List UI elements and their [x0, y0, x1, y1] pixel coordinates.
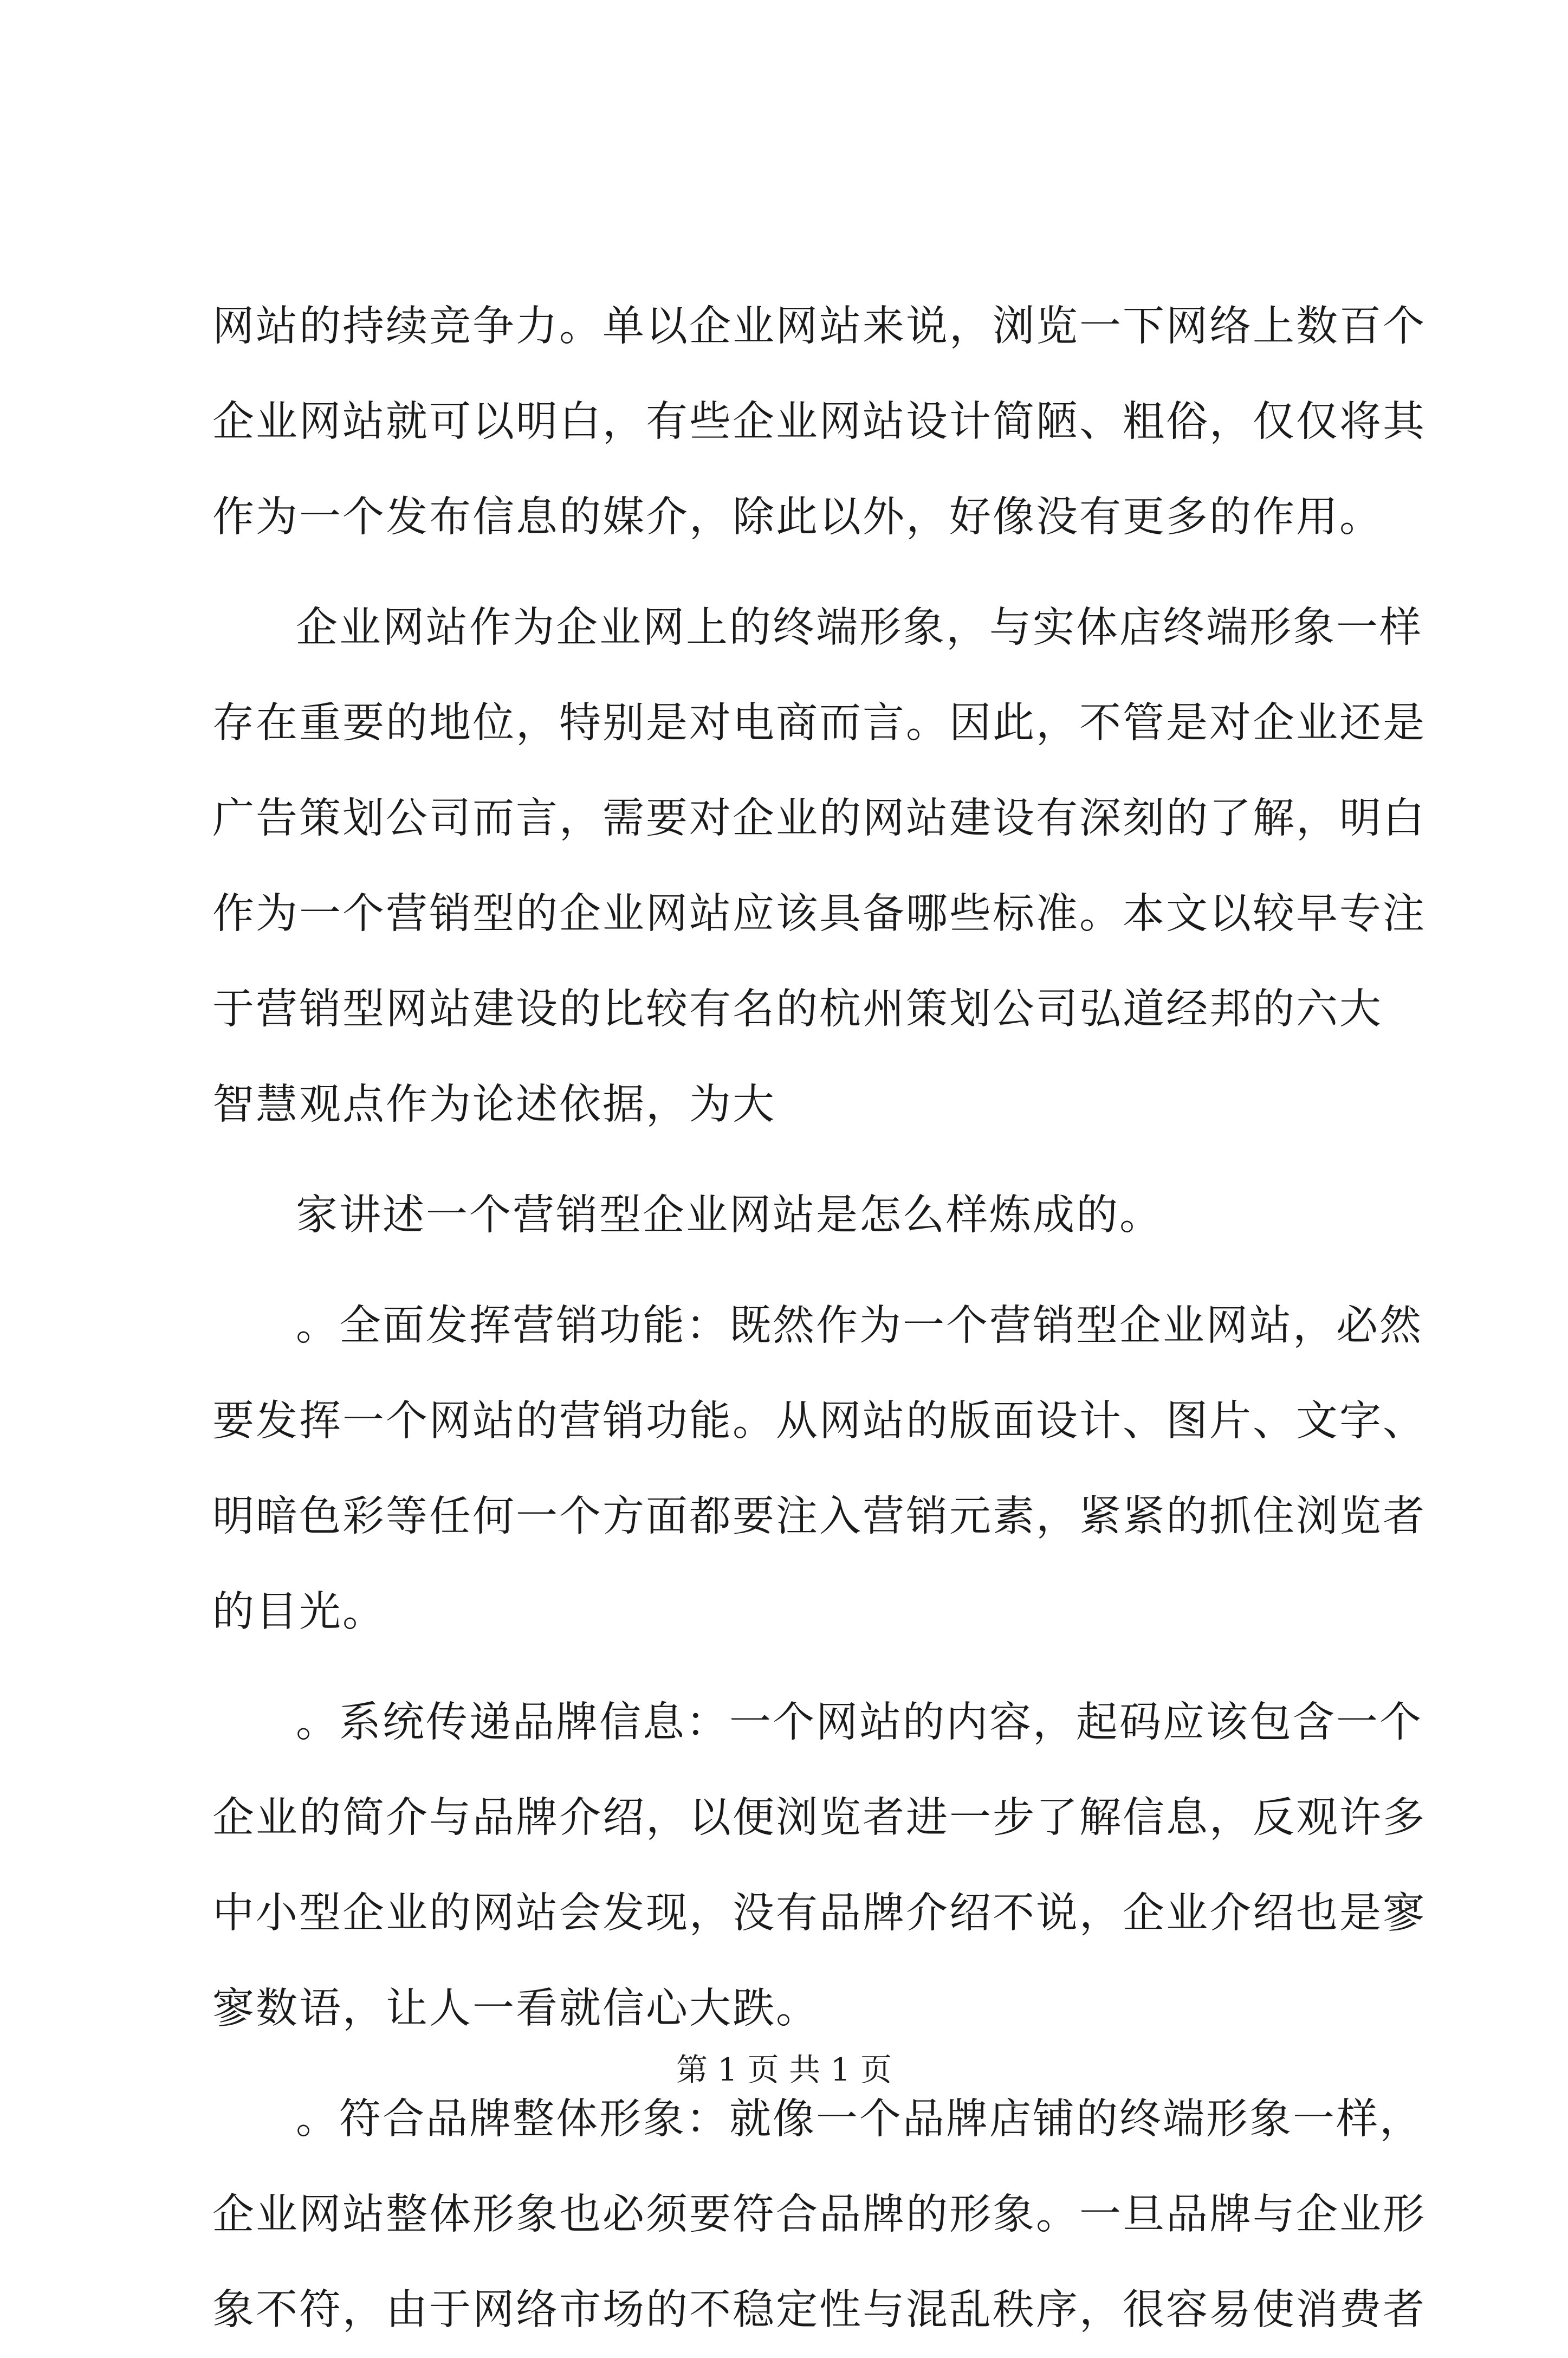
text-line: 。符合品牌整体形象：就像一个品牌店铺的终端形象一样，	[296, 2095, 1423, 2143]
text-line: 。全面发挥营销功能：既然作为一个营销型企业网站，必然	[296, 1302, 1423, 1350]
text-line: 的目光。	[212, 1588, 386, 1636]
paragraph	[212, 2072, 1426, 2358]
text-line: 于营销型网站建设的比较有名的杭州策划公司弘道经邦的六大	[212, 985, 1383, 1033]
paragraph	[212, 1675, 1426, 2057]
text-line: 作为一个发布信息的媒介，除此以外，好像没有更多的作用。	[212, 493, 1383, 541]
text-line: 。系统传递品牌信息：一个网站的内容，起码应该包含一个	[296, 1698, 1423, 1747]
paragraph	[212, 279, 1426, 565]
text-line: 明暗色彩等任何一个方面都要注入营销元素，紧紧的抓住浏览者	[212, 1493, 1426, 1541]
paragraph	[212, 580, 1426, 1153]
paragraph	[212, 1278, 1426, 1660]
text-line: 寥数语，让人一看就信心大跌。	[212, 1985, 819, 2033]
text-line: 象不符，由于网络市场的不稳定性与混乱秩序，很容易使消费者	[212, 2286, 1426, 2334]
text-line: 作为一个营销型的企业网站应该具备哪些标准。本文以较早专注	[212, 890, 1426, 938]
text-line: 中小型企业的网站会发现，没有品牌介绍不说，企业介绍也是寥	[212, 1889, 1426, 1937]
text-line: 企业网站就可以明白，有些企业网站设计简陋、粗俗，仅仅将其	[212, 398, 1426, 446]
text-line: 企业网站作为企业网上的终端形象，与实体店终端形象一样	[296, 604, 1423, 652]
text-line: 企业的简介与品牌介绍，以便浏览者进一步了解信息，反观许多	[212, 1794, 1426, 1842]
text-line: 存在重要的地位，特别是对电商而言。因此，不管是对企业还是	[212, 699, 1426, 747]
page-number-footer: 第 1 页 共 1 页	[676, 2051, 892, 2088]
text-line: 家讲述一个营销型企业网站是怎么样炼成的。	[296, 1191, 1163, 1239]
paragraph	[212, 1168, 1377, 1263]
text-line: 广告策划公司而言，需要对企业的网站建设有深刻的了解，明白	[212, 794, 1426, 843]
text-line: 网站的持续竞争力。单以企业网站来说，浏览一下网络上数百个	[212, 302, 1426, 351]
text-line: 智慧观点作为论述依据，为大	[212, 1081, 776, 1129]
text-line: 企业网站整体形象也必须要符合品牌的形象。一旦品牌与企业形	[212, 2191, 1426, 2239]
text-line: 要发挥一个网站的营销功能。从网站的版面设计、图片、文字、	[212, 1397, 1426, 1445]
